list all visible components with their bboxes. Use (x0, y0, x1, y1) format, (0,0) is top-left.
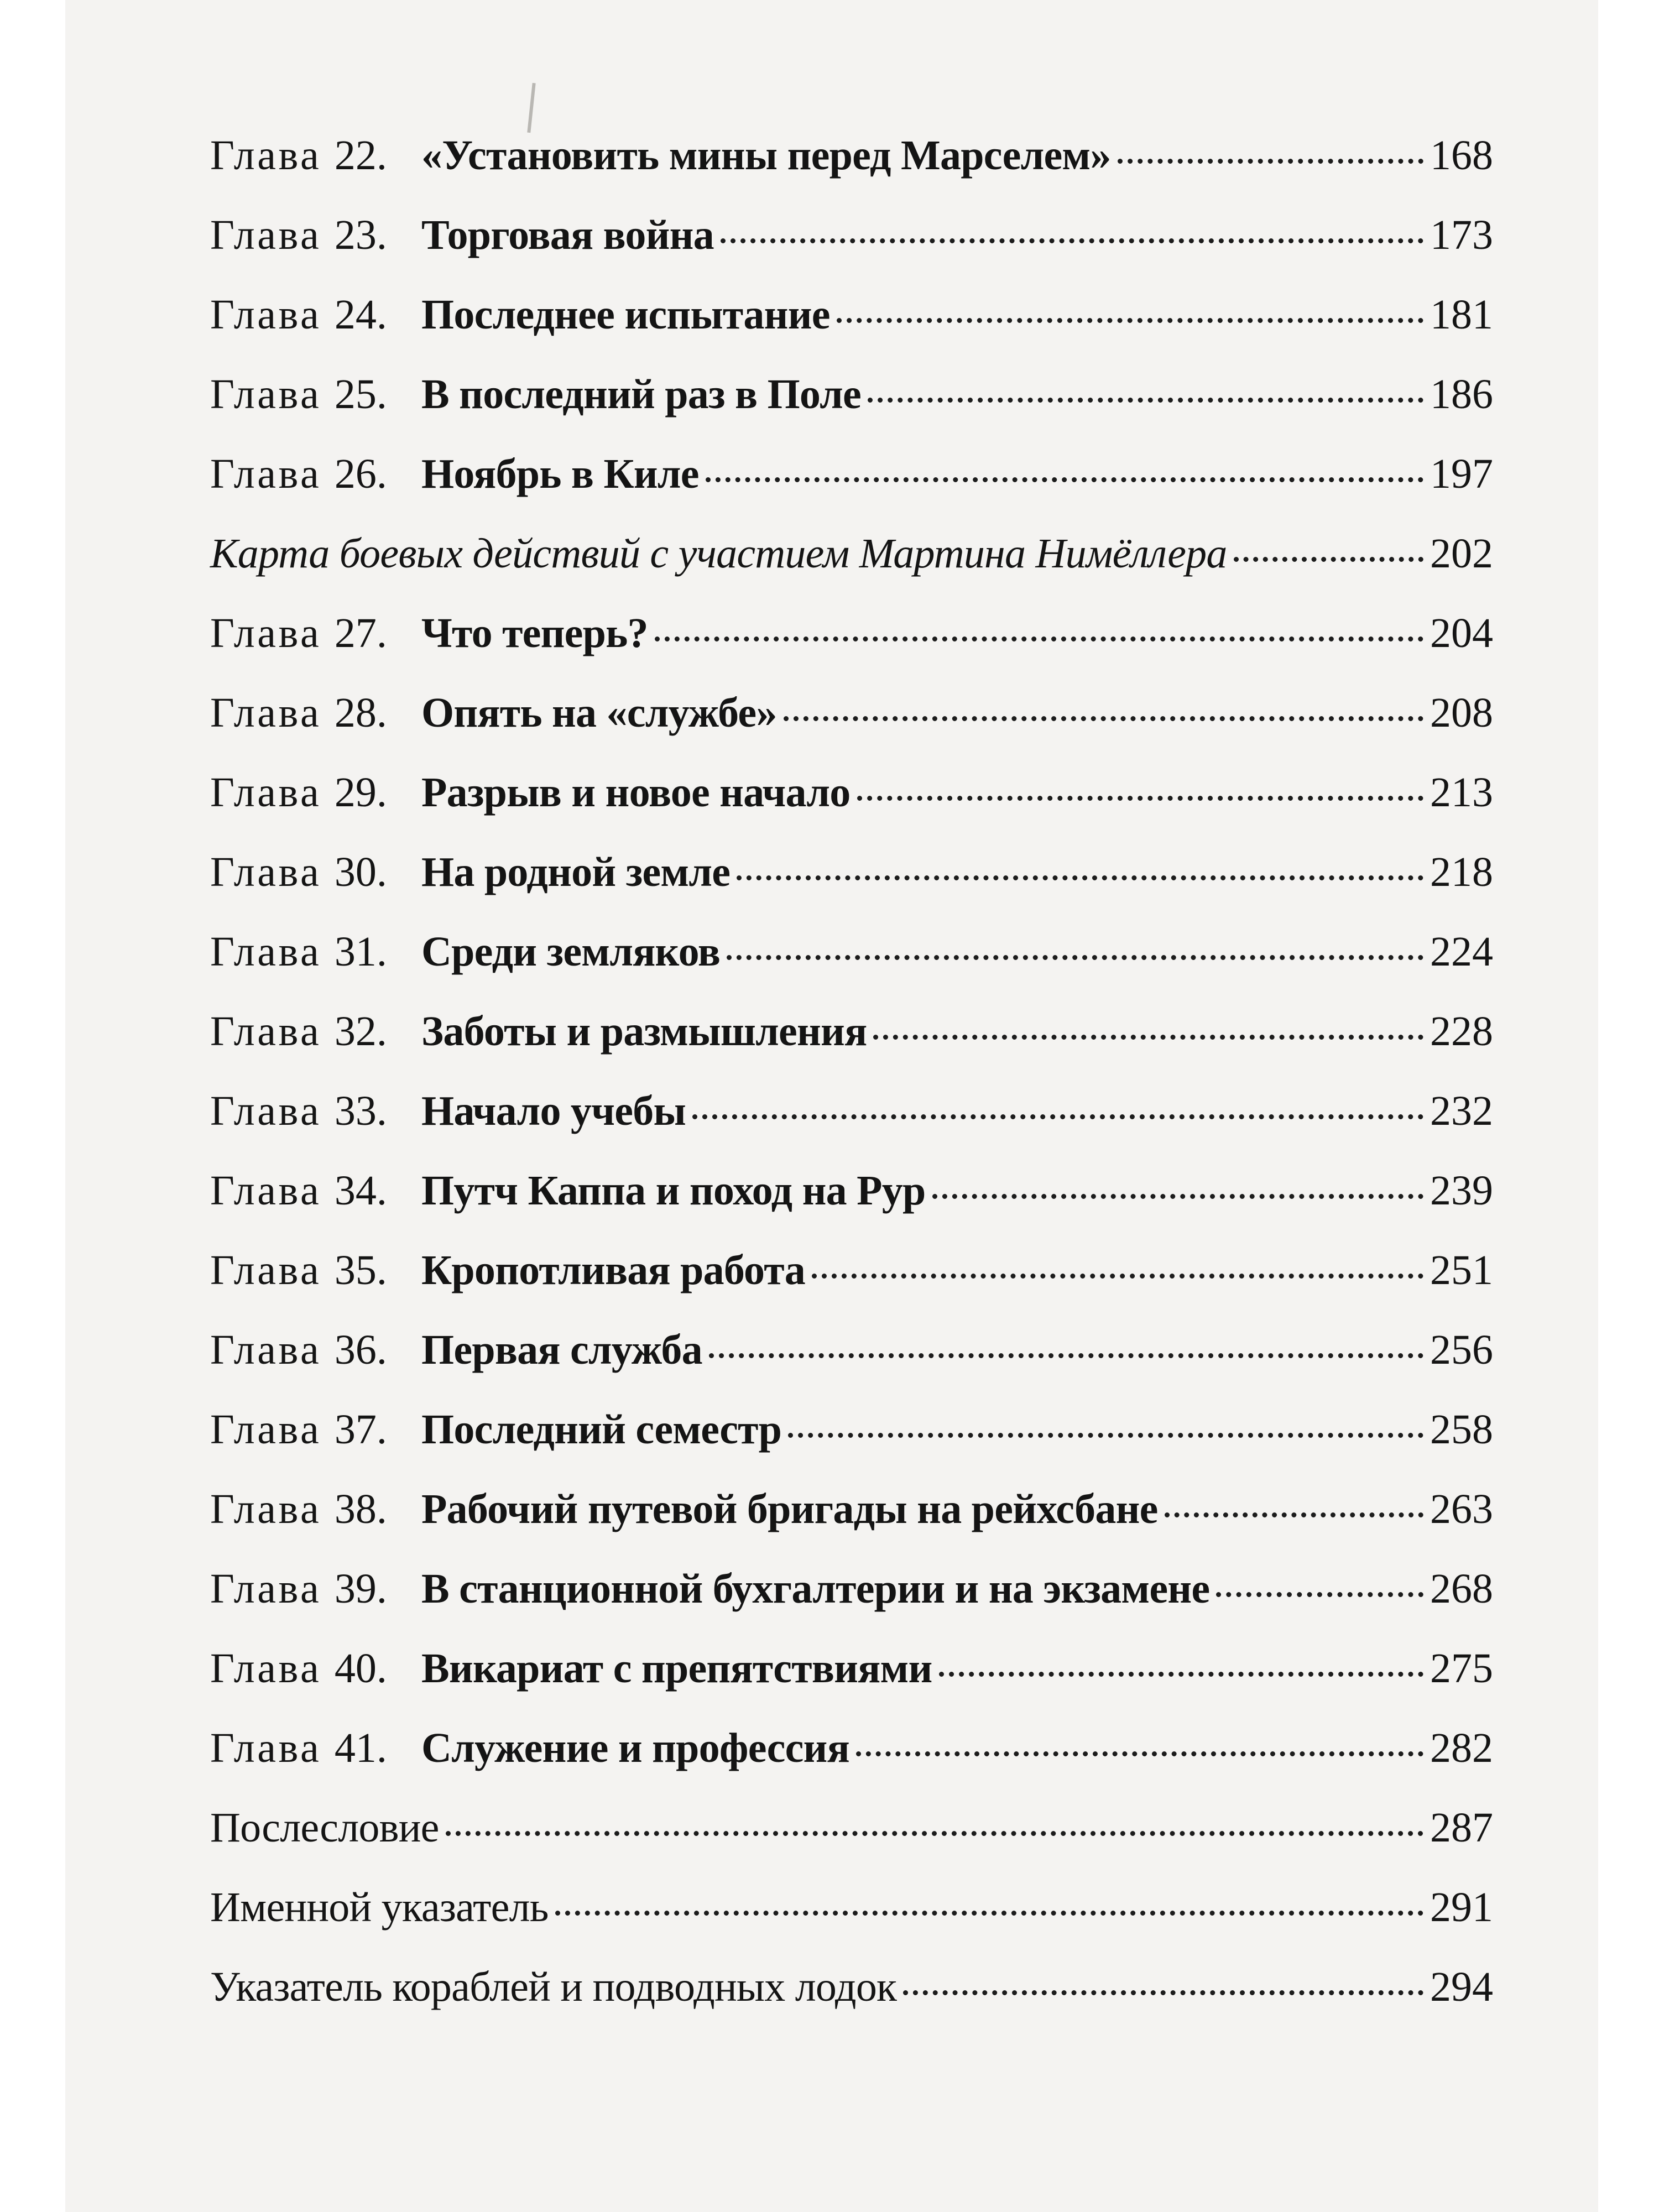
entry-title: Кропотливая работа (421, 1247, 806, 1293)
dot-leader (1216, 1592, 1423, 1597)
dot-leader (784, 716, 1423, 721)
chapter-number: 25. (334, 371, 387, 418)
chapter-word: Глава (210, 212, 322, 258)
toc-entry (210, 530, 1493, 609)
toc-entry (210, 1884, 1493, 1963)
toc-entry (210, 371, 1493, 450)
chapter-number: 28. (334, 690, 387, 736)
toc-entry (210, 1804, 1493, 1884)
dot-leader (727, 955, 1423, 960)
dot-leader (932, 1194, 1423, 1199)
page-number: 275 (1430, 1645, 1493, 1692)
chapter-word: Глава (210, 1247, 322, 1293)
chapter-number: 34. (334, 1167, 387, 1214)
dot-leader (1234, 557, 1423, 562)
chapter-word: Глава (210, 769, 322, 816)
page-number: 291 (1430, 1884, 1493, 1931)
toc-entry (210, 1326, 1493, 1406)
dot-leader (692, 1114, 1423, 1119)
chapter-label (210, 1326, 421, 1374)
dot-leader (837, 318, 1423, 323)
entry-title: Путч Каппа и поход на Рур (421, 1167, 926, 1214)
chapter-label (210, 1724, 421, 1772)
chapter-number: 35. (334, 1247, 387, 1293)
entry-title: Первая служба (421, 1327, 702, 1373)
chapter-word: Глава (210, 451, 322, 497)
chapter-number: 24. (334, 291, 387, 338)
chapter-word: Глава (210, 1725, 322, 1771)
chapter-word: Глава (210, 1327, 322, 1373)
entry-title: Начало учебы (421, 1088, 686, 1134)
chapter-word: Глава (210, 1486, 322, 1532)
chapter-number: 23. (334, 212, 387, 258)
chapter-label (210, 609, 421, 658)
page-number: 268 (1430, 1566, 1493, 1612)
dot-leader (446, 1831, 1423, 1836)
entry-title: Рабочий путевой бригады на рейхсбане (421, 1486, 1158, 1532)
entry-title: В последний раз в Поле (421, 371, 862, 418)
entry-title: «Установить мины перед Марселем» (421, 132, 1111, 179)
page-number: 282 (1430, 1725, 1493, 1771)
chapter-label (210, 1406, 421, 1454)
dot-leader (1165, 1512, 1423, 1517)
toc-entry (210, 1008, 1493, 1087)
entry-title: Среди земляков (421, 928, 721, 975)
entry-title: Указатель кораблей и подводных лодок (210, 1964, 897, 2010)
page-number: 251 (1430, 1247, 1493, 1293)
chapter-label (210, 371, 421, 419)
page-number: 186 (1430, 371, 1493, 418)
page-number: 228 (1430, 1008, 1493, 1055)
chapter-number: 32. (334, 1008, 387, 1055)
chapter-word: Глава (210, 849, 322, 895)
page-number: 213 (1430, 769, 1493, 816)
entry-title: В станционной бухгалтерии и на экзамене (421, 1566, 1210, 1612)
toc-entry (210, 689, 1493, 769)
page-number: 197 (1430, 451, 1493, 497)
toc-entry (210, 450, 1493, 530)
chapter-word: Глава (210, 928, 322, 975)
entry-title: Что теперь? (421, 610, 648, 656)
chapter-word: Глава (210, 1167, 322, 1214)
chapter-word: Глава (210, 371, 322, 418)
chapter-label (210, 1087, 421, 1135)
dot-leader (939, 1672, 1423, 1677)
chapter-word: Глава (210, 1406, 322, 1453)
dot-leader (788, 1433, 1423, 1438)
toc-entry (210, 1724, 1493, 1804)
page-number: 256 (1430, 1327, 1493, 1373)
chapter-number: 30. (334, 849, 387, 895)
page-number: 232 (1430, 1088, 1493, 1134)
toc-entry (210, 1485, 1493, 1565)
page-number: 294 (1430, 1964, 1493, 2010)
chapter-number: 37. (334, 1406, 387, 1453)
chapter-label (210, 848, 421, 896)
toc-entry (210, 132, 1493, 211)
toc-entry (210, 928, 1493, 1008)
toc-entry (210, 1963, 1493, 2043)
toc-entry (210, 609, 1493, 689)
toc-entry (210, 769, 1493, 848)
table-of-contents (210, 132, 1493, 2043)
chapter-word: Глава (210, 690, 322, 736)
chapter-label (210, 1565, 421, 1613)
dot-leader (655, 637, 1423, 641)
page-number: 263 (1430, 1486, 1493, 1532)
dot-leader (903, 1990, 1423, 1995)
toc-entry (210, 1167, 1493, 1246)
toc-entry (210, 291, 1493, 371)
toc-entry (210, 1087, 1493, 1167)
entry-title: Последний семестр (421, 1406, 782, 1453)
chapter-number: 33. (334, 1088, 387, 1134)
page-number: 202 (1430, 530, 1493, 577)
toc-entry (210, 848, 1493, 928)
entry-title: Викариат с препятствиями (421, 1645, 932, 1692)
chapter-word: Глава (210, 132, 322, 179)
page-edge (1598, 0, 1659, 2212)
chapter-label (210, 1246, 421, 1295)
chapter-label (210, 450, 421, 498)
page-number: 173 (1430, 212, 1493, 258)
entry-title: Карта боевых действий с участием Мартина Нимёллера (210, 530, 1227, 577)
page-number: 239 (1430, 1167, 1493, 1214)
chapter-label (210, 1008, 421, 1056)
page-number: 204 (1430, 610, 1493, 656)
entry-title: На родной земле (421, 849, 731, 895)
entry-title: Опять на «службе» (421, 690, 777, 736)
page-number: 258 (1430, 1406, 1493, 1453)
chapter-word: Глава (210, 291, 322, 338)
toc-entry (210, 1246, 1493, 1326)
dot-leader (812, 1274, 1423, 1279)
entry-title: Служение и профессия (421, 1725, 849, 1771)
dot-leader (555, 1911, 1423, 1916)
toc-entry (210, 1565, 1493, 1645)
dot-leader (706, 477, 1423, 482)
dot-leader (857, 796, 1423, 801)
chapter-word: Глава (210, 1645, 322, 1692)
dot-leader (737, 875, 1423, 880)
dot-leader (856, 1751, 1423, 1756)
entry-title: Последнее испытание (421, 291, 830, 338)
chapter-label (210, 928, 421, 976)
toc-entry (210, 1406, 1493, 1485)
entry-title: Именной указатель (210, 1884, 549, 1931)
chapter-word: Глава (210, 1088, 322, 1134)
chapter-number: 39. (334, 1566, 387, 1612)
chapter-number: 31. (334, 928, 387, 975)
chapter-number: 27. (334, 610, 387, 656)
chapter-word: Глава (210, 1008, 322, 1055)
entry-title: Заботы и размышления (421, 1008, 867, 1055)
entry-title: Послесловие (210, 1804, 439, 1851)
toc-entry (210, 1645, 1493, 1724)
chapter-word: Глава (210, 1566, 322, 1612)
toc-entry (210, 211, 1493, 291)
chapter-label (210, 689, 421, 737)
page-number: 208 (1430, 690, 1493, 736)
dot-leader (868, 398, 1423, 403)
chapter-number: 38. (334, 1486, 387, 1532)
dot-leader (721, 238, 1423, 243)
chapter-number: 40. (334, 1645, 387, 1692)
entry-title: Торговая война (421, 212, 714, 258)
dot-leader (709, 1353, 1423, 1358)
page-number: 181 (1430, 291, 1493, 338)
page-number: 218 (1430, 849, 1493, 895)
chapter-number: 29. (334, 769, 387, 816)
chapter-word: Глава (210, 610, 322, 656)
chapter-number: 22. (334, 132, 387, 179)
chapter-number: 26. (334, 451, 387, 497)
entry-title: Разрыв и новое начало (421, 769, 851, 816)
chapter-label (210, 1645, 421, 1693)
chapter-number: 41. (334, 1725, 387, 1771)
chapter-label (210, 769, 421, 817)
chapter-label (210, 1485, 421, 1533)
chapter-label (210, 132, 421, 180)
page-number: 168 (1430, 132, 1493, 179)
chapter-label (210, 291, 421, 339)
page-number: 287 (1430, 1804, 1493, 1851)
dot-leader (873, 1035, 1423, 1040)
chapter-number: 36. (334, 1327, 387, 1373)
chapter-label (210, 1167, 421, 1215)
page-number: 224 (1430, 928, 1493, 975)
chapter-label (210, 211, 421, 259)
entry-title: Ноябрь в Киле (421, 451, 699, 497)
dot-leader (1118, 159, 1423, 164)
